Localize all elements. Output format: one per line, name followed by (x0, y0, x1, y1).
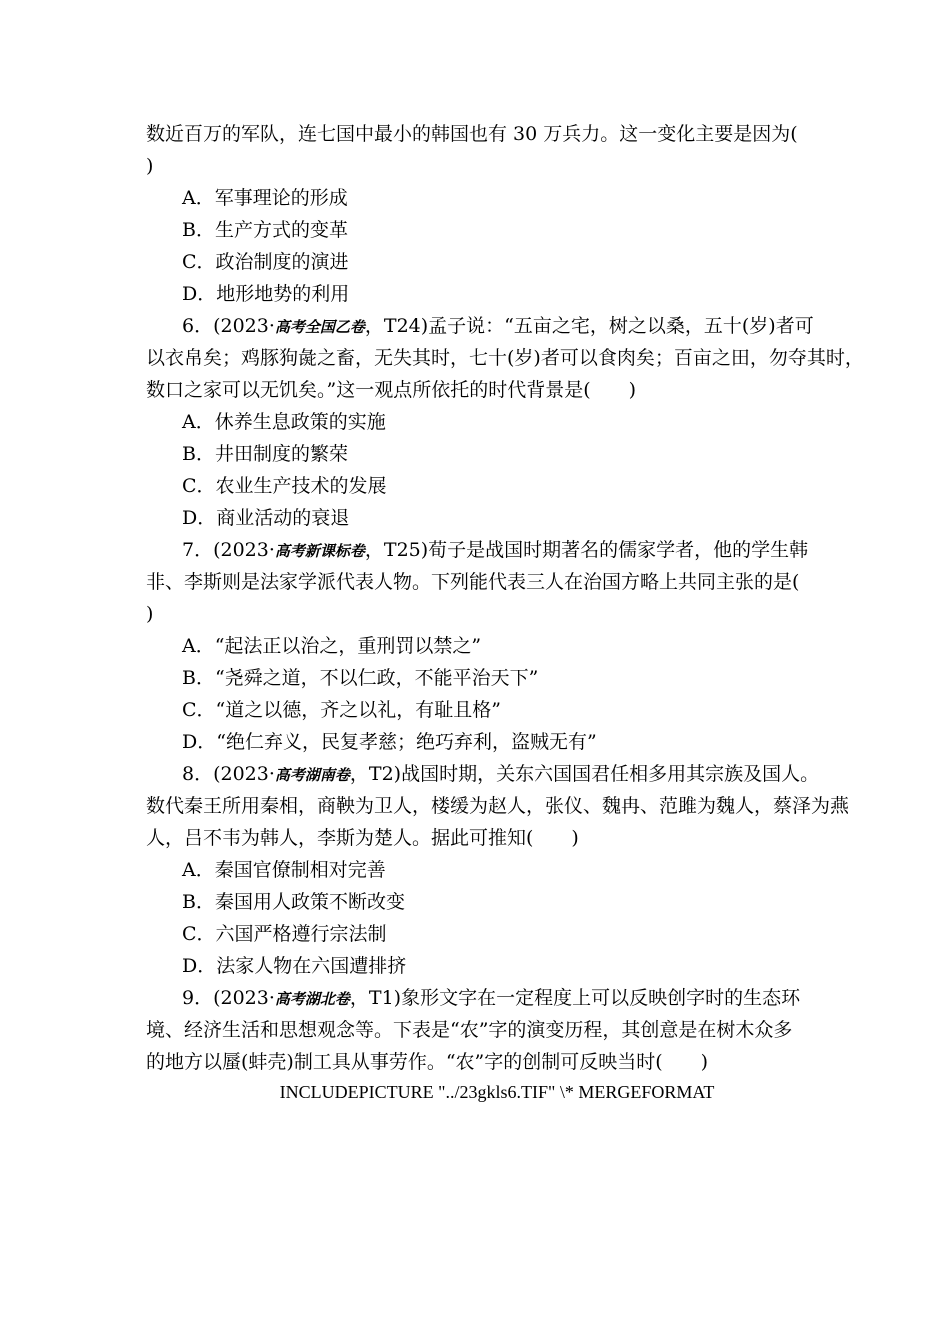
q5-option-c: C．政治制度的演进 (182, 251, 349, 273)
picture-field-code: INCLUDEPICTURE "../23gkls6.TIF" \* MERGEFORMAT (279, 1082, 715, 1102)
q9-stem-line2: 境、经济生活和思想观念等。下表是“农”字的演变历程，其创意是在树木众多 (146, 1019, 793, 1041)
q6-stem-line1 (182, 310, 846, 343)
q5-stem-line1: 数近百万的军队，连七国中最小的韩国也有 30 万兵力。这一变化主要是因为( (146, 123, 798, 145)
q6-stem-line2: 以衣帛矣；鸡豚狗彘之畜，无失其时，七十(岁)者可以食肉矣；百亩之田，勿夺其时， (146, 347, 864, 369)
q8-number: 8．(2023· (182, 763, 275, 785)
q8-stem-line2: 数代秦王所用秦相，商鞅为卫人，楼缓为赵人，张仪、魏冉、范雎为魏人，蔡泽为燕 (146, 795, 850, 817)
q7-number: 7．(2023· (182, 539, 275, 561)
q8-option-b: B．秦国用人政策不断改变 (182, 891, 405, 913)
q6-stem-text: ，T24)孟子说：“五亩之宅，树之以桑，五十(岁)者可 (364, 315, 814, 337)
q8-option-d: D．法家人物在六国遭排挤 (182, 955, 407, 977)
q9-stem-line1 (182, 982, 846, 1015)
q5-option-d: D．地形地势的利用 (182, 283, 350, 305)
q7-stem-line3: ) (146, 603, 154, 625)
q6-option-a: A．休养生息政策的实施 (182, 411, 386, 433)
q7-source: 高考新课标卷 (274, 542, 365, 560)
q5-option-b: B．生产方式的变革 (182, 219, 348, 241)
q7-stem-text: ，T25)荀子是战国时期著名的儒家学者，他的学生韩 (364, 539, 809, 561)
q8-stem-line3: 人，吕不韦为韩人，李斯为楚人。据此可推知( ) (146, 827, 579, 849)
q9-number: 9．(2023· (182, 987, 275, 1009)
q6-option-c: C．农业生产技术的发展 (182, 475, 387, 497)
q8-stem-line1 (182, 758, 846, 791)
q5-stem-line2: ) (146, 155, 154, 177)
q8-stem-text: ，T2)战国时期，关东六国国君任相多用其宗族及国人。 (349, 763, 820, 785)
q9-stem-line3: 的地方以蜃(蚌壳)制工具从事劳作。“农”字的创制可反映当时( ) (146, 1051, 709, 1073)
q6-option-b: B．井田制度的繁荣 (182, 443, 348, 465)
q6-number: 6．(2023· (182, 315, 275, 337)
q6-source: 高考全国乙卷 (274, 318, 365, 336)
q7-option-d: D．“绝仁弃义，民复孝慈；绝巧弃利，盗贼无有” (182, 731, 597, 753)
q7-stem-line1 (182, 534, 846, 567)
q7-option-b: B．“尧舜之道，不以仁政，不能平治天下” (182, 667, 539, 689)
q8-source: 高考湖南卷 (274, 766, 350, 784)
q9-stem-text: ，T1)象形文字在一定程度上可以反映创字时的生态环 (349, 987, 801, 1009)
q6-option-d: D．商业活动的衰退 (182, 507, 350, 529)
q7-option-c: C．“道之以德，齐之以礼，有耻且格” (182, 699, 501, 721)
q8-option-c: C．六国严格遵行宗法制 (182, 923, 387, 945)
q7-stem-line2: 非、李斯则是法家学派代表人物。下列能代表三人在治国方略上共同主张的是( (146, 571, 800, 593)
q6-stem-line3: 数口之家可以无饥矣。”这一观点所依托的时代背景是( ) (146, 379, 637, 401)
q8-option-a: A．秦国官僚制相对完善 (182, 859, 386, 881)
q9-source: 高考湖北卷 (274, 990, 350, 1008)
q5-option-a: A．军事理论的形成 (182, 187, 348, 209)
q7-option-a: A．“起法正以治之，重刑罚以禁之” (182, 635, 482, 657)
